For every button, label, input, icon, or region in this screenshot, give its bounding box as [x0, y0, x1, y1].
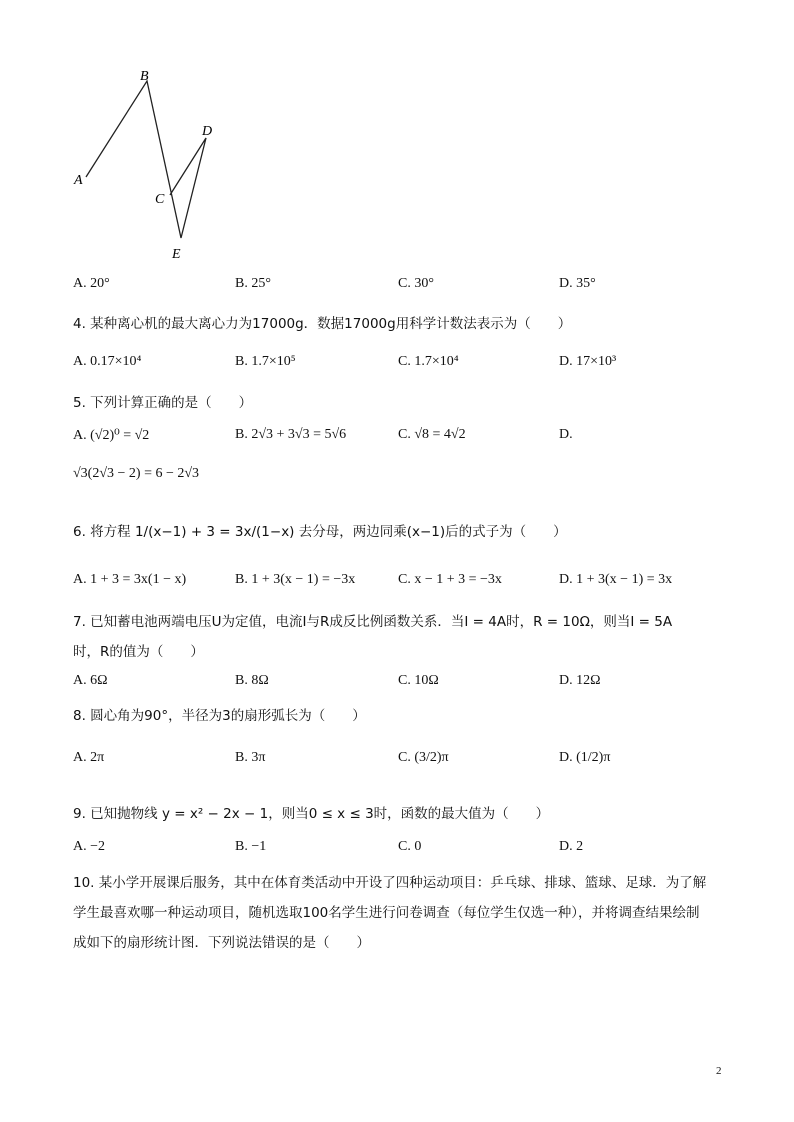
q9-option-d: D. 2 [559, 839, 584, 854]
q5-option-b: B. 2√3 + 3√3 = 5√6 [235, 427, 347, 442]
q10-line-3: 成如下的扇形统计图．下列说法错误的是（ ） [73, 935, 370, 951]
q3-option-a: A. 20° [73, 276, 110, 291]
q8-option-b: B. 3π [235, 750, 266, 765]
q6-option-b: B. 1 + 3(x − 1) = −3x [235, 572, 356, 587]
q3-option-d: D. 35° [559, 276, 596, 291]
q4-option-d: D. 17×10³ [559, 354, 617, 369]
q7-option-a: A. 6Ω [73, 673, 108, 688]
point-label-c: C [155, 192, 165, 207]
q5-option-d: D. [559, 427, 573, 442]
page-number: 2 [716, 1065, 722, 1077]
q9-option-c: C. 0 [398, 839, 422, 854]
point-label-a: A [74, 173, 83, 188]
q10-line-1: 10. 某小学开展课后服务，其中在体育类活动中开设了四种运动项目：乒乓球、排球、篮球、足球．为了解 [73, 875, 707, 891]
q4-option-c: C. 1.7×10⁴ [398, 354, 459, 369]
q9-stem: 9. 已知抛物线 y = x² − 2x − 1，则当0 ≤ x ≤ 3时，函数的最大值为（ ） [73, 806, 550, 822]
q4-option-b: B. 1.7×10⁵ [235, 354, 296, 369]
q4-stem: 4. 某种离心机的最大离心力为17000g．数据17000g用科学计数法表示为（ ） [73, 316, 572, 332]
q9-option-b: B. −1 [235, 839, 267, 854]
q3-option-c: C. 30° [398, 276, 434, 291]
q4-option-a: A. 0.17×10⁴ [73, 354, 142, 369]
point-label-b: B [140, 69, 149, 84]
q7-stem-continued: 时，R的值为（ ） [73, 644, 204, 660]
q5-option-c: C. √8 = 4√2 [398, 427, 466, 442]
q3-option-b: B. 25° [235, 276, 271, 291]
q5-stem: 5. 下列计算正确的是（ ） [73, 395, 253, 411]
q8-option-a: A. 2π [73, 750, 105, 765]
q7-option-d: D. 12Ω [559, 673, 601, 688]
q6-option-d: D. 1 + 3(x − 1) = 3x [559, 572, 673, 587]
q7-stem: 7. 已知蓄电池两端电压U为定值，电流I与R成反比例函数关系．当I = 4A时，R = 10Ω，则当I = 5A [73, 614, 673, 630]
point-label-e: E [172, 247, 181, 262]
q7-option-b: B. 8Ω [235, 673, 269, 688]
figure-lines [86, 81, 206, 238]
q8-option-d: D. (1/2)π [559, 750, 611, 765]
q9-option-a: A. −2 [73, 839, 106, 854]
q5-option-d-expression: √3(2√3 − 2) = 6 − 2√3 [73, 466, 200, 481]
q7-option-c: C. 10Ω [398, 673, 439, 688]
q8-stem: 8. 圆心角为90°，半径为3的扇形弧长为（ ） [73, 708, 366, 724]
q6-option-a: A. 1 + 3 = 3x(1 − x) [73, 572, 187, 587]
q8-option-c: C. (3/2)π [398, 750, 449, 765]
geometry-figure [60, 60, 240, 270]
q5-option-a: A. (√2)⁰ = √2 [73, 428, 150, 443]
point-label-d: D [202, 124, 213, 139]
q6-option-c: C. x − 1 + 3 = −3x [398, 572, 502, 587]
q10-line-2: 学生最喜欢哪一种运动项目，随机选取100名学生进行问卷调查（每位学生仅选一种），并将调查结果绘制 [73, 905, 700, 921]
q6-stem: 6. 将方程 1/(x−1) + 3 = 3x/(1−x) 去分母，两边同乘(x−1)后的式子为（ ） [73, 524, 567, 540]
